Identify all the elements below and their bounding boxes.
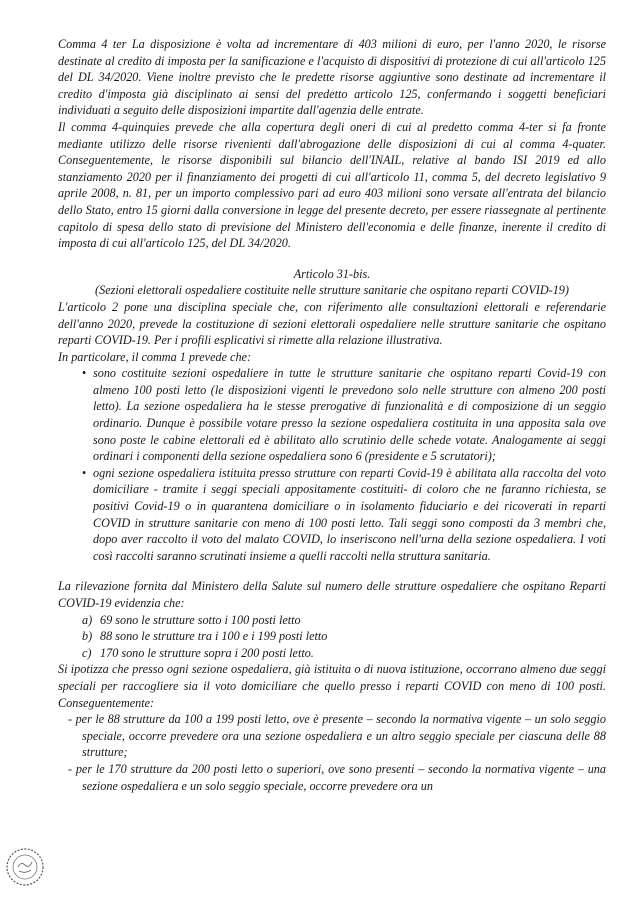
article-intro: L'articolo 2 pone una disciplina speciale che, con riferimento alle consultazioni elettorali e referendarie dell'anno 2020, prevede la costituzione di sezioni elettorali ospedaliere nelle strutture sanitarie che ospitano reparti COVID-19. Per i profili esplicativi si rimette alla relazione illustrativa. <box>58 299 606 348</box>
list-item: a) 69 sono le strutture sotto i 100 posti letto <box>82 612 301 627</box>
list-item: - per le 88 strutture da 100 a 199 posti letto, ove è presente – secondo la normativa vigente – un solo seggio speciale, occorre prevedere ora una sezione ospedaliera e un altro seggio speciale per ciascuna delle 88 strutture; <box>68 712 606 760</box>
article-title: Articolo 31-bis. <box>293 266 371 281</box>
rilevazione-hypothesis: Si ipotizza che presso ogni sezione ospedaliera, già istituita o di nuova istituzione, occorrano almeno due seggi speciali per raccogliere sia il voto domiciliare che quello presso i reparti COVID con meno di 100 posti. Conseguentemente: <box>58 662 606 710</box>
paragraph-comma-4-ter: Comma 4 ter La disposizione è volta ad incrementare di 403 milioni di euro, per l'anno 2020, le risorse destinate al credito di imposta per la sanificazione e l'acquisto di dispositivi di protezione di cui all'articolo 125 del DL 34/2020. Viene inoltre previsto che le predette risorse aggiuntive sono destinate ad incrementare il credito d'imposta già disciplinato ai sensi del predetto articolo 125, confermando i soggetti beneficiari individuati a seguito delle disposizioni impartite dall'agenzia delle entrate. <box>58 37 606 118</box>
rilevazione-list <box>58 612 606 662</box>
rilevazione-intro: La rilevazione fornita dal Ministero della Salute sul numero delle strutture ospedaliere che ospitano Reparti COVID-19 evidenzia che: <box>58 579 606 610</box>
list-item: c) 170 sono le strutture sopra i 200 posti letto. <box>82 645 314 660</box>
list-item: • sono costituite sezioni ospedaliere in tutte le strutture sanitarie che ospitano reparti Covid-19 con almeno 100 posti letto (le disposizioni vigenti le prevedono solo nelle strutture con almeno 200 posti letto). La sezione ospedaliera ha le stesse prerogative di funzionalità e di composizione di un seggio ordinario. Dunque è possibile votare presso la sezione ospedaliera costituita in una apposita sala ove sono poste le cabine elettorali ed è abilitato allo scrutinio delle schede votate. Analogamente ai seggi ordinari i componenti della sezione ospedaliera sono 6 (presidente e 5 scrutatori); <box>93 365 606 465</box>
list-item: - per le 170 strutture da 200 posti letto o superiori, ove sono presenti – secondo la normativa vigente – una sezione ospedaliera e un solo seggio speciale, occorre prevedere ora un <box>68 761 606 793</box>
document-page <box>58 36 606 794</box>
article-subtitle: (Sezioni elettorali ospedaliere costituite nelle strutture sanitarie che ospitano reparti COVID-19) <box>95 283 569 298</box>
official-stamp-icon <box>4 846 46 888</box>
list-item: b) 88 sono le strutture tra i 100 e i 199 posti letto <box>82 629 328 644</box>
paragraph-comma-4-quinquies: Il comma 4-quinquies prevede che alla copertura degli oneri di cui al predetto comma 4-ter si fa fronte mediante utilizzo delle risorse rivenienti dall'abrogazione delle disposizioni di cui al comma 4-quater. Conseguentemente, le risorse disponibili sul bilancio dell'INAIL, relative al bando ISI 2019 ed allo stanziamento 2020 per il finanziamento dei progetti di cui all'articolo 11, comma 5, del decreto legislativo 9 aprile 2008, n. 81, per un importo complessivo pari ad euro 403 milioni sono versate all'entrata del bilancio dello Stato, entro 15 giorni dalla conversione in legge del presente decreto, per essere riassegnate al pertinente capitolo di spesa dello stato di previsione del Ministero dell'economia e delle finanze, inerente il credito di imposta di cui all'articolo 125, del DL 34/2020. <box>58 119 606 251</box>
article-lead: In particolare, il comma 1 prevede che: <box>58 349 252 364</box>
rilevazione-dash-list <box>58 711 606 794</box>
article-bullet-list <box>58 365 606 564</box>
list-item: • ogni sezione ospedaliera istituita presso strutture con reparti Covid-19 è abilitata alla raccolta del voto domiciliare - tramite i seggi speciali appositamente costituiti- di coloro che ne faranno richiesta, se positivi Covid-19 o in quarantena domiciliare o in isolamento fiduciario e dei ricoverati in reparti COVID in strutture sanitarie con meno di 100 posti letto. Tali seggi sono composti da 3 membri che, dopo aver raccolto il voto del malato COVID, lo inseriscono nell'urna della sezione ospedaliera. I voti così raccolti saranno scrutinati insieme a quelli raccolti nella struttura sanitaria. <box>93 465 606 565</box>
